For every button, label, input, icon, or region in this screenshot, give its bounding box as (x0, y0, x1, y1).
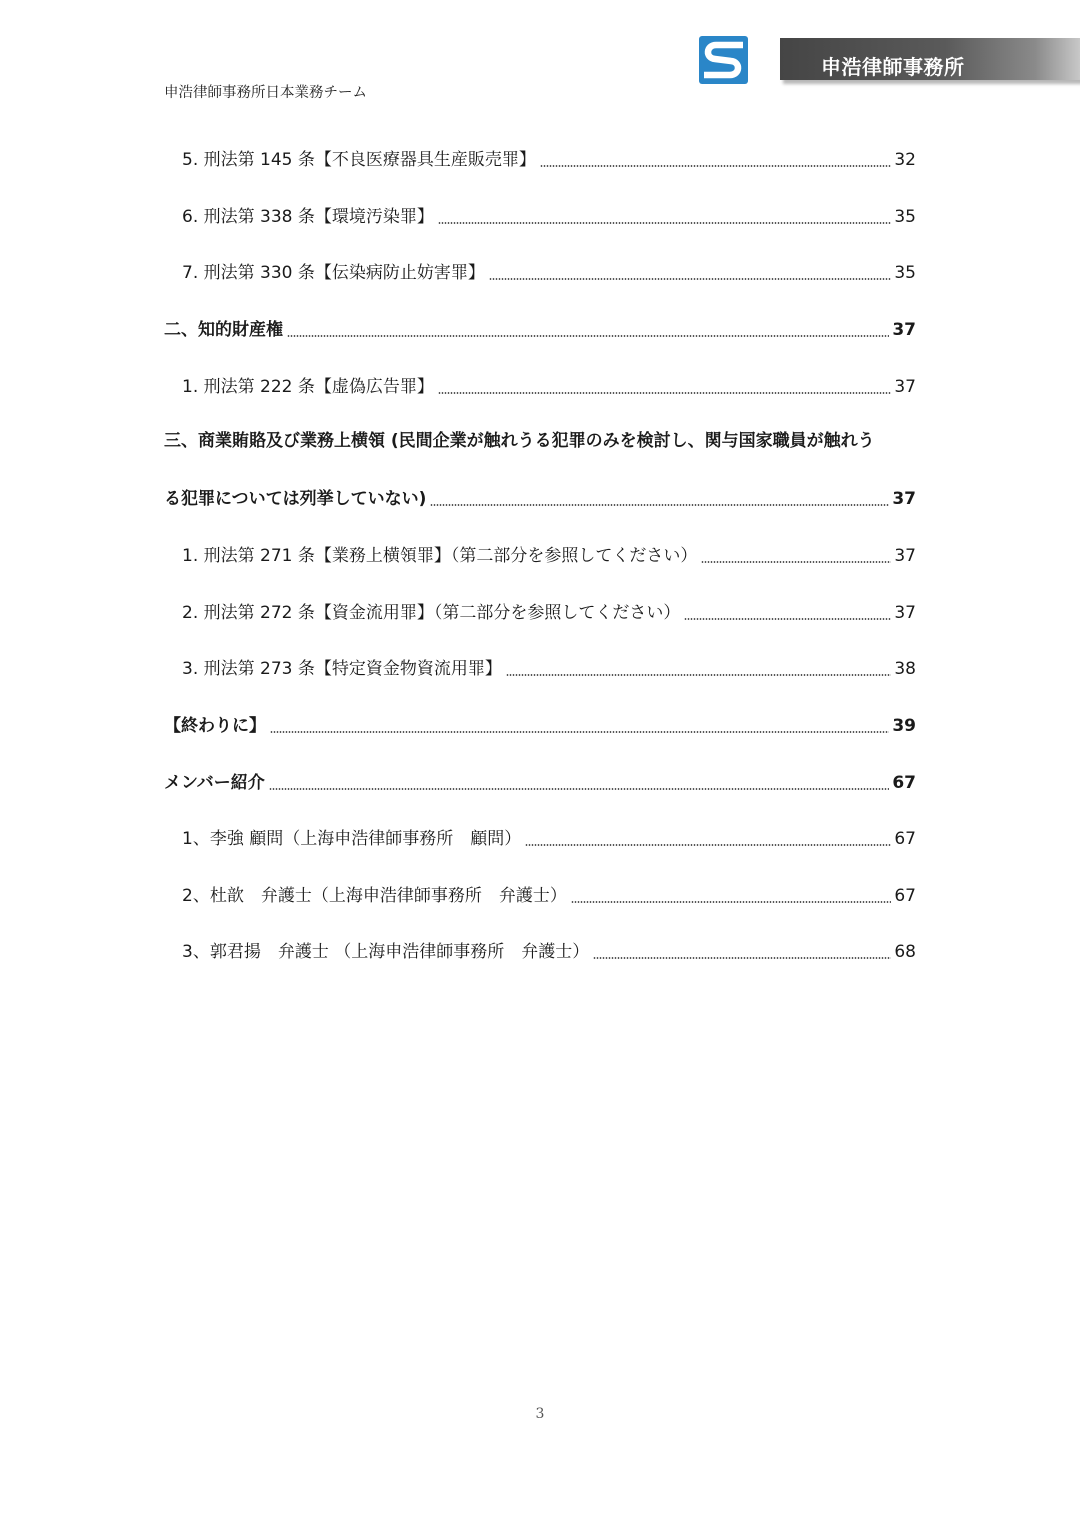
toc-entry[interactable] (182, 603, 916, 623)
page-number: 3 (535, 1406, 545, 1422)
dot-leader (270, 731, 889, 733)
dot-leader (684, 618, 891, 620)
toc-entry[interactable] (182, 546, 916, 566)
toc-entry-page: 37 (892, 489, 916, 509)
toc-entry-page: 32 (894, 150, 916, 170)
dot-leader (525, 844, 891, 846)
toc-entry-title: メンバー紹介 (164, 773, 265, 793)
header-subtitle: 申浩律師事務所日本業務チーム (164, 85, 367, 101)
toc-entry-page: 35 (894, 263, 916, 283)
dot-leader (438, 222, 891, 224)
toc-entry-title: 二、知的財産権 (164, 320, 283, 340)
toc-entry[interactable] (182, 207, 916, 227)
toc-entry-page: 37 (894, 377, 916, 397)
toc-entry-title: 2. 刑法第 272 条【資金流用罪】（第二部分を参照してください） (182, 603, 681, 623)
toc-entry-title: 3、郭君揚 弁護士 （上海申浩律師事務所 弁護士） (182, 942, 590, 962)
toc-entry-title: 6. 刑法第 338 条【環境汚染罪】 (182, 207, 434, 227)
toc-entry-page: 38 (894, 659, 916, 679)
toc-entry-title: る犯罪については列挙していない) (164, 489, 427, 509)
dot-leader (269, 788, 890, 790)
toc-entry-page: 67 (894, 886, 916, 906)
dot-leader (701, 561, 891, 563)
dot-leader (438, 392, 891, 394)
toc-entry-page: 67 (894, 829, 916, 849)
toc-entry-page: 35 (894, 207, 916, 227)
toc-entry-title: 1、李強 顧問（上海申浩律師事務所 顧問） (182, 829, 522, 849)
toc-entry-title: 1. 刑法第 222 条【虚偽広告罪】 (182, 377, 434, 397)
toc-entry[interactable] (182, 886, 916, 906)
toc-entry-title: 5. 刑法第 145 条【不良医療器具生産販売罪】 (182, 150, 536, 170)
toc-entry-page: 68 (894, 942, 916, 962)
toc-entry[interactable] (182, 377, 916, 397)
toc-section-title-line1[interactable]: 三、商業賄賂及び業務上横領 (民間企業が触れうる犯罪のみを検討し、関与国家職員が触れう (164, 431, 875, 451)
toc-entry[interactable] (182, 942, 916, 962)
firm-name: 申浩律師事務所 (821, 55, 965, 79)
toc-entry-page: 37 (894, 546, 916, 566)
toc-entry-page: 37 (892, 320, 916, 340)
toc-entry-title: 1. 刑法第 271 条【業務上横領罪】（第二部分を参照してください） (182, 546, 698, 566)
toc-entry[interactable] (182, 659, 916, 679)
toc-entry-page: 39 (892, 716, 916, 736)
dot-leader (430, 504, 889, 506)
dot-leader (287, 335, 889, 337)
toc-entry-page: 67 (892, 773, 916, 793)
toc-entry-page: 37 (894, 603, 916, 623)
toc-entry-title: 7. 刑法第 330 条【伝染病防止妨害罪】 (182, 263, 485, 283)
toc-entry[interactable] (182, 150, 916, 170)
toc-entry[interactable] (182, 829, 916, 849)
dot-leader (571, 901, 892, 903)
dot-leader (540, 165, 891, 167)
toc-section-entry[interactable] (164, 773, 916, 793)
toc-entry-title: 3. 刑法第 273 条【特定資金物資流用罪】 (182, 659, 502, 679)
toc-section-entry[interactable] (164, 716, 916, 736)
toc-entry-title: 2、杜歆 弁護士（上海申浩律師事務所 弁護士） (182, 886, 567, 906)
dot-leader (506, 674, 891, 676)
toc-entry[interactable] (182, 263, 916, 283)
dot-leader (593, 957, 891, 959)
dot-leader (489, 278, 891, 280)
toc-entry-title: 【終わりに】 (164, 716, 266, 736)
toc-section-entry[interactable] (164, 489, 916, 509)
toc-section-entry[interactable] (164, 320, 916, 340)
